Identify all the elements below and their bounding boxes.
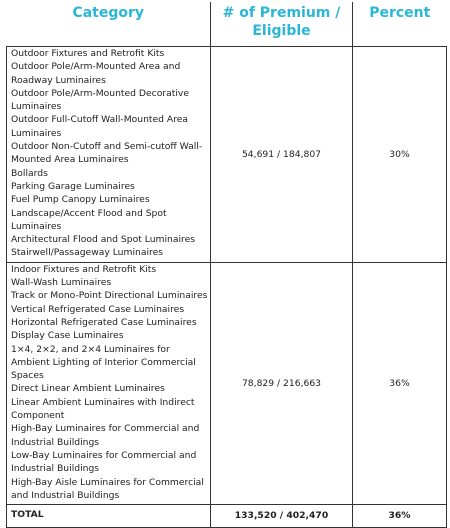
table-row-indoor xyxy=(7,262,447,504)
premium-eligible-cell-outdoor: 54,691 / 184,807 xyxy=(211,47,353,263)
category-item: Linear Ambient Luminaires with Indirect Component xyxy=(11,396,195,422)
category-item: Outdoor Full-Cutoff Wall-Mounted Area Luminaires xyxy=(11,114,189,139)
premium-eligible-cell-indoor: 78,829 / 216,663 xyxy=(211,262,353,504)
category-item: Direct Linear Ambient Luminaires xyxy=(11,383,165,395)
category-item: High-Bay Luminaires for Commercial and Industrial Buildings xyxy=(11,423,200,448)
premium-eligible-table xyxy=(6,2,447,528)
header-row xyxy=(7,2,447,47)
header-percent: Percent xyxy=(353,2,447,47)
category-item: Outdoor Pole/Arm-Mounted Area and Roadway Luminaires xyxy=(11,61,181,86)
category-item: Parking Garage Luminaires xyxy=(11,180,135,192)
category-item: Stairwell/Passageway Luminaires xyxy=(11,247,164,259)
category-item: High-Bay Aisle Luminaires for Commercial and Industrial Buildings xyxy=(11,476,204,501)
percent-cell-outdoor: 30% xyxy=(353,47,447,263)
category-item: Architectural Flood and Spot Luminaires xyxy=(11,234,196,246)
category-item: Outdoor Pole/Arm-Mounted Decorative Luminaires xyxy=(11,87,189,113)
category-cell-outdoor xyxy=(7,47,211,263)
category-item: 1×4, 2×2, and 2×4 Luminaires for Ambient Lighting of Interior Commercial Spaces xyxy=(11,343,196,382)
table-row-outdoor xyxy=(7,47,447,263)
category-item: Outdoor Fixtures and Retrofit Kits xyxy=(11,48,165,59)
category-item: Horizontal Refrigerated Case Luminaires xyxy=(11,316,197,328)
table-row-total xyxy=(7,505,447,528)
header-category: Category xyxy=(7,2,211,47)
percent-cell-indoor: 36% xyxy=(353,262,447,504)
premium-table-container xyxy=(6,2,446,528)
category-item: Low-Bay Luminaires for Commercial and Industrial Buildings xyxy=(11,449,197,475)
category-item: Vertical Refrigerated Case Luminaires xyxy=(11,303,185,315)
category-cell-indoor xyxy=(7,262,211,504)
total-premium-eligible: 133,520 / 402,470 xyxy=(211,505,353,528)
total-percent: 36% xyxy=(353,505,447,528)
category-item: Landscape/Accent Flood and Spot Luminaires xyxy=(11,207,167,232)
header-premium-eligible: # of Premium / Eligible xyxy=(211,2,353,47)
category-item: Bollards xyxy=(11,167,48,179)
category-item: Wall-Wash Luminaires xyxy=(11,277,112,289)
table-header xyxy=(7,2,447,47)
category-item: Indoor Fixtures and Retrofit Kits xyxy=(11,263,157,275)
total-label: TOTAL xyxy=(7,505,211,528)
category-item: Fuel Pump Canopy Luminaires xyxy=(11,194,150,206)
category-item: Outdoor Non-Cutoff and Semi-cutoff Wall-Mounted Area Luminaires xyxy=(11,141,203,166)
category-item: Track or Mono-Point Directional Luminaires xyxy=(11,290,208,302)
category-item: Display Case Luminaires xyxy=(11,330,124,342)
